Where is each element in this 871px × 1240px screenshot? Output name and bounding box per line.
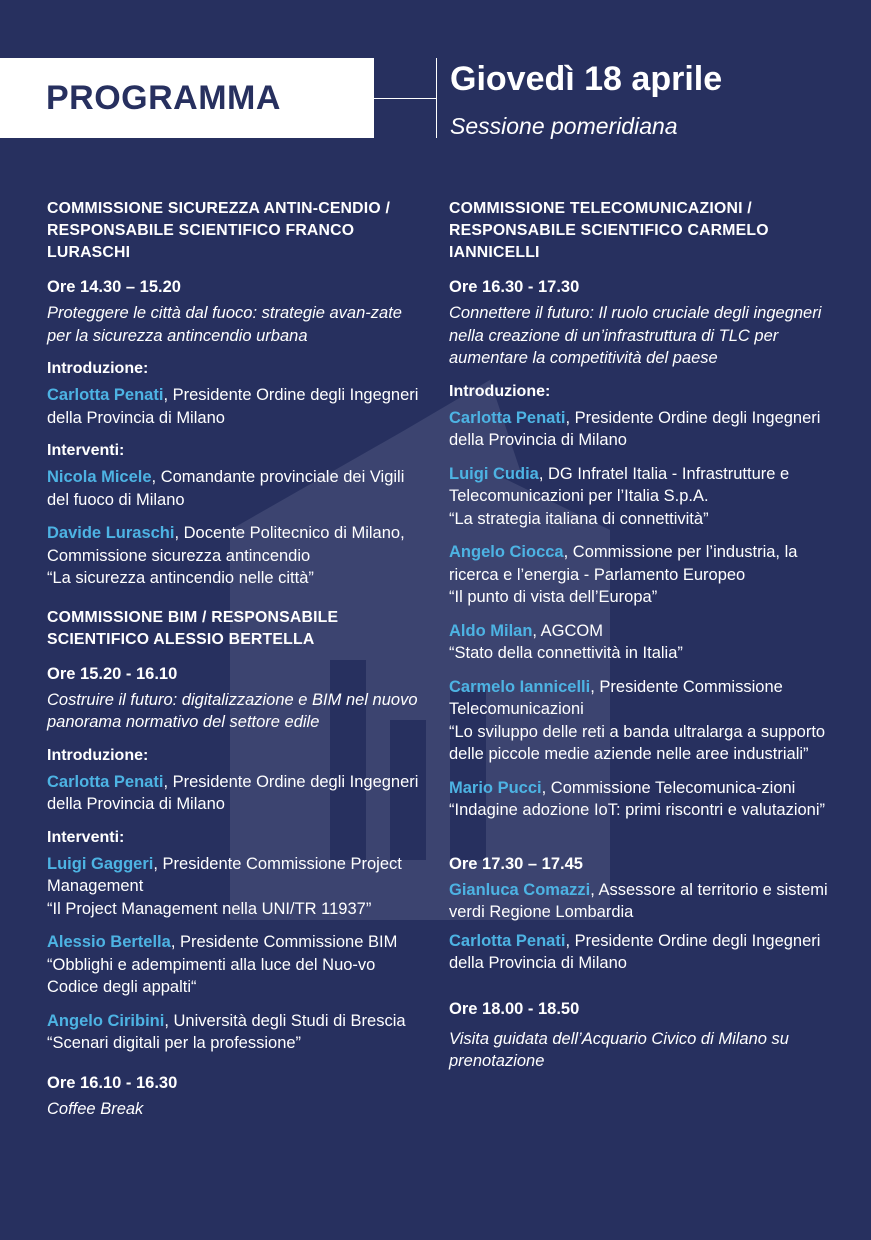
coffee-break-text: Coffee Break — [47, 1099, 144, 1118]
section-bim — [47, 607, 427, 1055]
speaker-name: Alessio Bertella — [47, 933, 171, 951]
speaker-entry — [449, 777, 834, 822]
speaker-role: , Presidente Ordine degli Ingegneri della Provincia di Milano — [47, 386, 419, 427]
session-time: Ore 16.30 - 17.30 — [449, 278, 580, 296]
speaker-role: , Presidente Ordine degli Ingegneri della Provincia di Milano — [47, 772, 419, 813]
talks-label: Interventi: — [47, 828, 125, 846]
speaker-name: Mario Pucci — [449, 778, 542, 797]
speaker-name: Nicola Micele — [47, 468, 152, 486]
session-time: Ore 18.00 - 18.50 — [449, 999, 580, 1018]
section-title: COMMISSIONE SICUREZZA ANTIN-CENDIO / RESPONSABILE SCIENTIFICO FRANCO LURASCHI — [47, 200, 391, 261]
section-antincendio — [47, 198, 427, 590]
intro-label: Introduzione: — [449, 382, 551, 400]
talk-title: “Stato della connettività in Italia” — [449, 644, 683, 662]
speaker-name: Carlotta Penati — [47, 772, 164, 791]
session-time: Ore 14.30 – 15.20 — [47, 278, 181, 296]
header-divider — [436, 58, 437, 138]
speaker-entry — [449, 676, 834, 766]
speaker-name: Angelo Ciocca — [449, 543, 564, 561]
talk-title: “La sicurezza antincendio nelle città” — [47, 569, 314, 587]
talk-title: “Indagine adozione IoT: primi riscontri e valutazioni” — [449, 801, 826, 819]
speaker-entry — [449, 620, 834, 665]
session-topic: Proteggere le città dal fuoco: strategie avan-zate per la sicurezza antincendio urbana — [47, 304, 402, 345]
speaker-name: Aldo Milan — [449, 621, 533, 640]
speaker-role: , Comandante provinciale dei Vigili del fuoco di Milano — [47, 468, 405, 509]
speaker-entry — [47, 466, 427, 511]
talk-title: “La strategia italiana di connettività” — [449, 509, 709, 528]
intro-label: Introduzione: — [47, 746, 149, 764]
section-title: COMMISSIONE BIM / RESPONSABILE SCIENTIFICO ALESSIO BERTELLA — [47, 608, 339, 648]
session-subtitle: Sessione pomeridiana — [450, 113, 678, 139]
header-connector-line — [374, 98, 436, 99]
speaker-name: Carlotta Penati — [47, 386, 164, 404]
talk-title: “Scenari digitali per la professione” — [47, 1034, 302, 1052]
page-title: PROGRAMMA — [46, 78, 281, 117]
right-column — [449, 198, 834, 1084]
section-visita-acquario — [449, 998, 834, 1073]
speaker-role: , Università degli Studi di Brescia — [164, 1011, 406, 1030]
speaker-name: Luigi Gaggeri — [47, 854, 154, 873]
talk-title: “Il Project Management nella UNI/TR 11937” — [47, 899, 372, 918]
speaker-entry — [47, 853, 427, 921]
session-topic: Connettere il futuro: Il ruolo cruciale degli ingegneri nella creazione di un’infrastruttura di TLC per aumentare la competitività del paese — [449, 304, 822, 367]
speaker-role: , Commissione Telecomunica-zioni — [541, 778, 796, 797]
speaker-entry — [449, 930, 834, 975]
speaker-entry — [47, 522, 427, 590]
speaker-name: Angelo Ciribini — [47, 1011, 165, 1030]
talk-title: “Lo sviluppo delle reti a banda ultralarga a supporto delle piccole medie aziende nelle aree industriali” — [449, 722, 826, 763]
speaker-role: , DG Infratel Italia - Infrastrutture e Telecomunicazioni per l’Italia S.p.A. — [449, 464, 790, 505]
section-telecomunicazioni — [449, 198, 834, 822]
talk-title: “Il punto di vista dell’Europa” — [449, 588, 658, 606]
left-column — [47, 198, 427, 1131]
speaker-entry — [47, 384, 427, 429]
speaker-entry — [449, 879, 834, 924]
speaker-role: , Commissione per l’industria, la ricerca e l’energia - Parlamento Europeo — [449, 543, 798, 584]
speaker-name: Carlotta Penati — [449, 408, 566, 427]
speaker-role: , Presidente Commissione Telecomunicazioni — [449, 677, 783, 718]
section-coffee-break — [47, 1072, 427, 1121]
speaker-role: , Docente Politecnico di Milano, Commissione sicurezza antincendio — [47, 524, 405, 565]
speaker-name: Davide Luraschi — [47, 524, 175, 542]
speaker-name: Carlotta Penati — [449, 931, 566, 950]
speaker-role: , Presidente Commissione Project Management — [47, 854, 402, 895]
talks-label: Interventi: — [47, 442, 125, 459]
speaker-role: , Presidente Commissione BIM — [170, 933, 398, 951]
section-title: COMMISSIONE TELECOMUNICAZIONI / RESPONSABILE SCIENTIFICO CARMELO IANNICELLI — [449, 200, 769, 261]
intro-label: Introduzione: — [47, 360, 149, 377]
speaker-entry — [449, 407, 834, 452]
session-time: Ore 15.20 - 16.10 — [47, 664, 178, 683]
speaker-role: , AGCOM — [532, 621, 604, 640]
speaker-name: Luigi Cudia — [449, 464, 539, 483]
speaker-entry — [47, 931, 427, 999]
session-time: Ore 17.30 – 17.45 — [449, 854, 583, 873]
speaker-role: , Presidente Ordine degli Ingegneri della Provincia di Milano — [449, 931, 821, 972]
header-title-box — [0, 58, 374, 138]
event-date: Giovedì 18 aprile — [450, 60, 723, 98]
speaker-name: Gianluca Comazzi — [449, 880, 591, 899]
section-saluti — [449, 853, 834, 975]
session-time: Ore 16.10 - 16.30 — [47, 1073, 178, 1092]
speaker-entry — [449, 463, 834, 531]
session-topic: Costruire il futuro: digitalizzazione e BIM nel nuovo panorama normativo del settore edile — [47, 690, 418, 731]
visit-text: Visita guidata dell’Acquario Civico di Milano su prenotazione — [449, 1029, 789, 1070]
talk-title: “Obblighi e adempimenti alla luce del Nuo-vo Codice degli appalti“ — [47, 955, 376, 996]
speaker-role: , Assessore al territorio e sistemi verdi Regione Lombardia — [449, 880, 828, 921]
speaker-entry — [47, 771, 427, 816]
speaker-role: , Presidente Ordine degli Ingegneri della Provincia di Milano — [449, 408, 821, 449]
speaker-entry — [449, 541, 834, 609]
speaker-entry — [47, 1010, 427, 1055]
speaker-name: Carmelo Iannicelli — [449, 677, 591, 696]
